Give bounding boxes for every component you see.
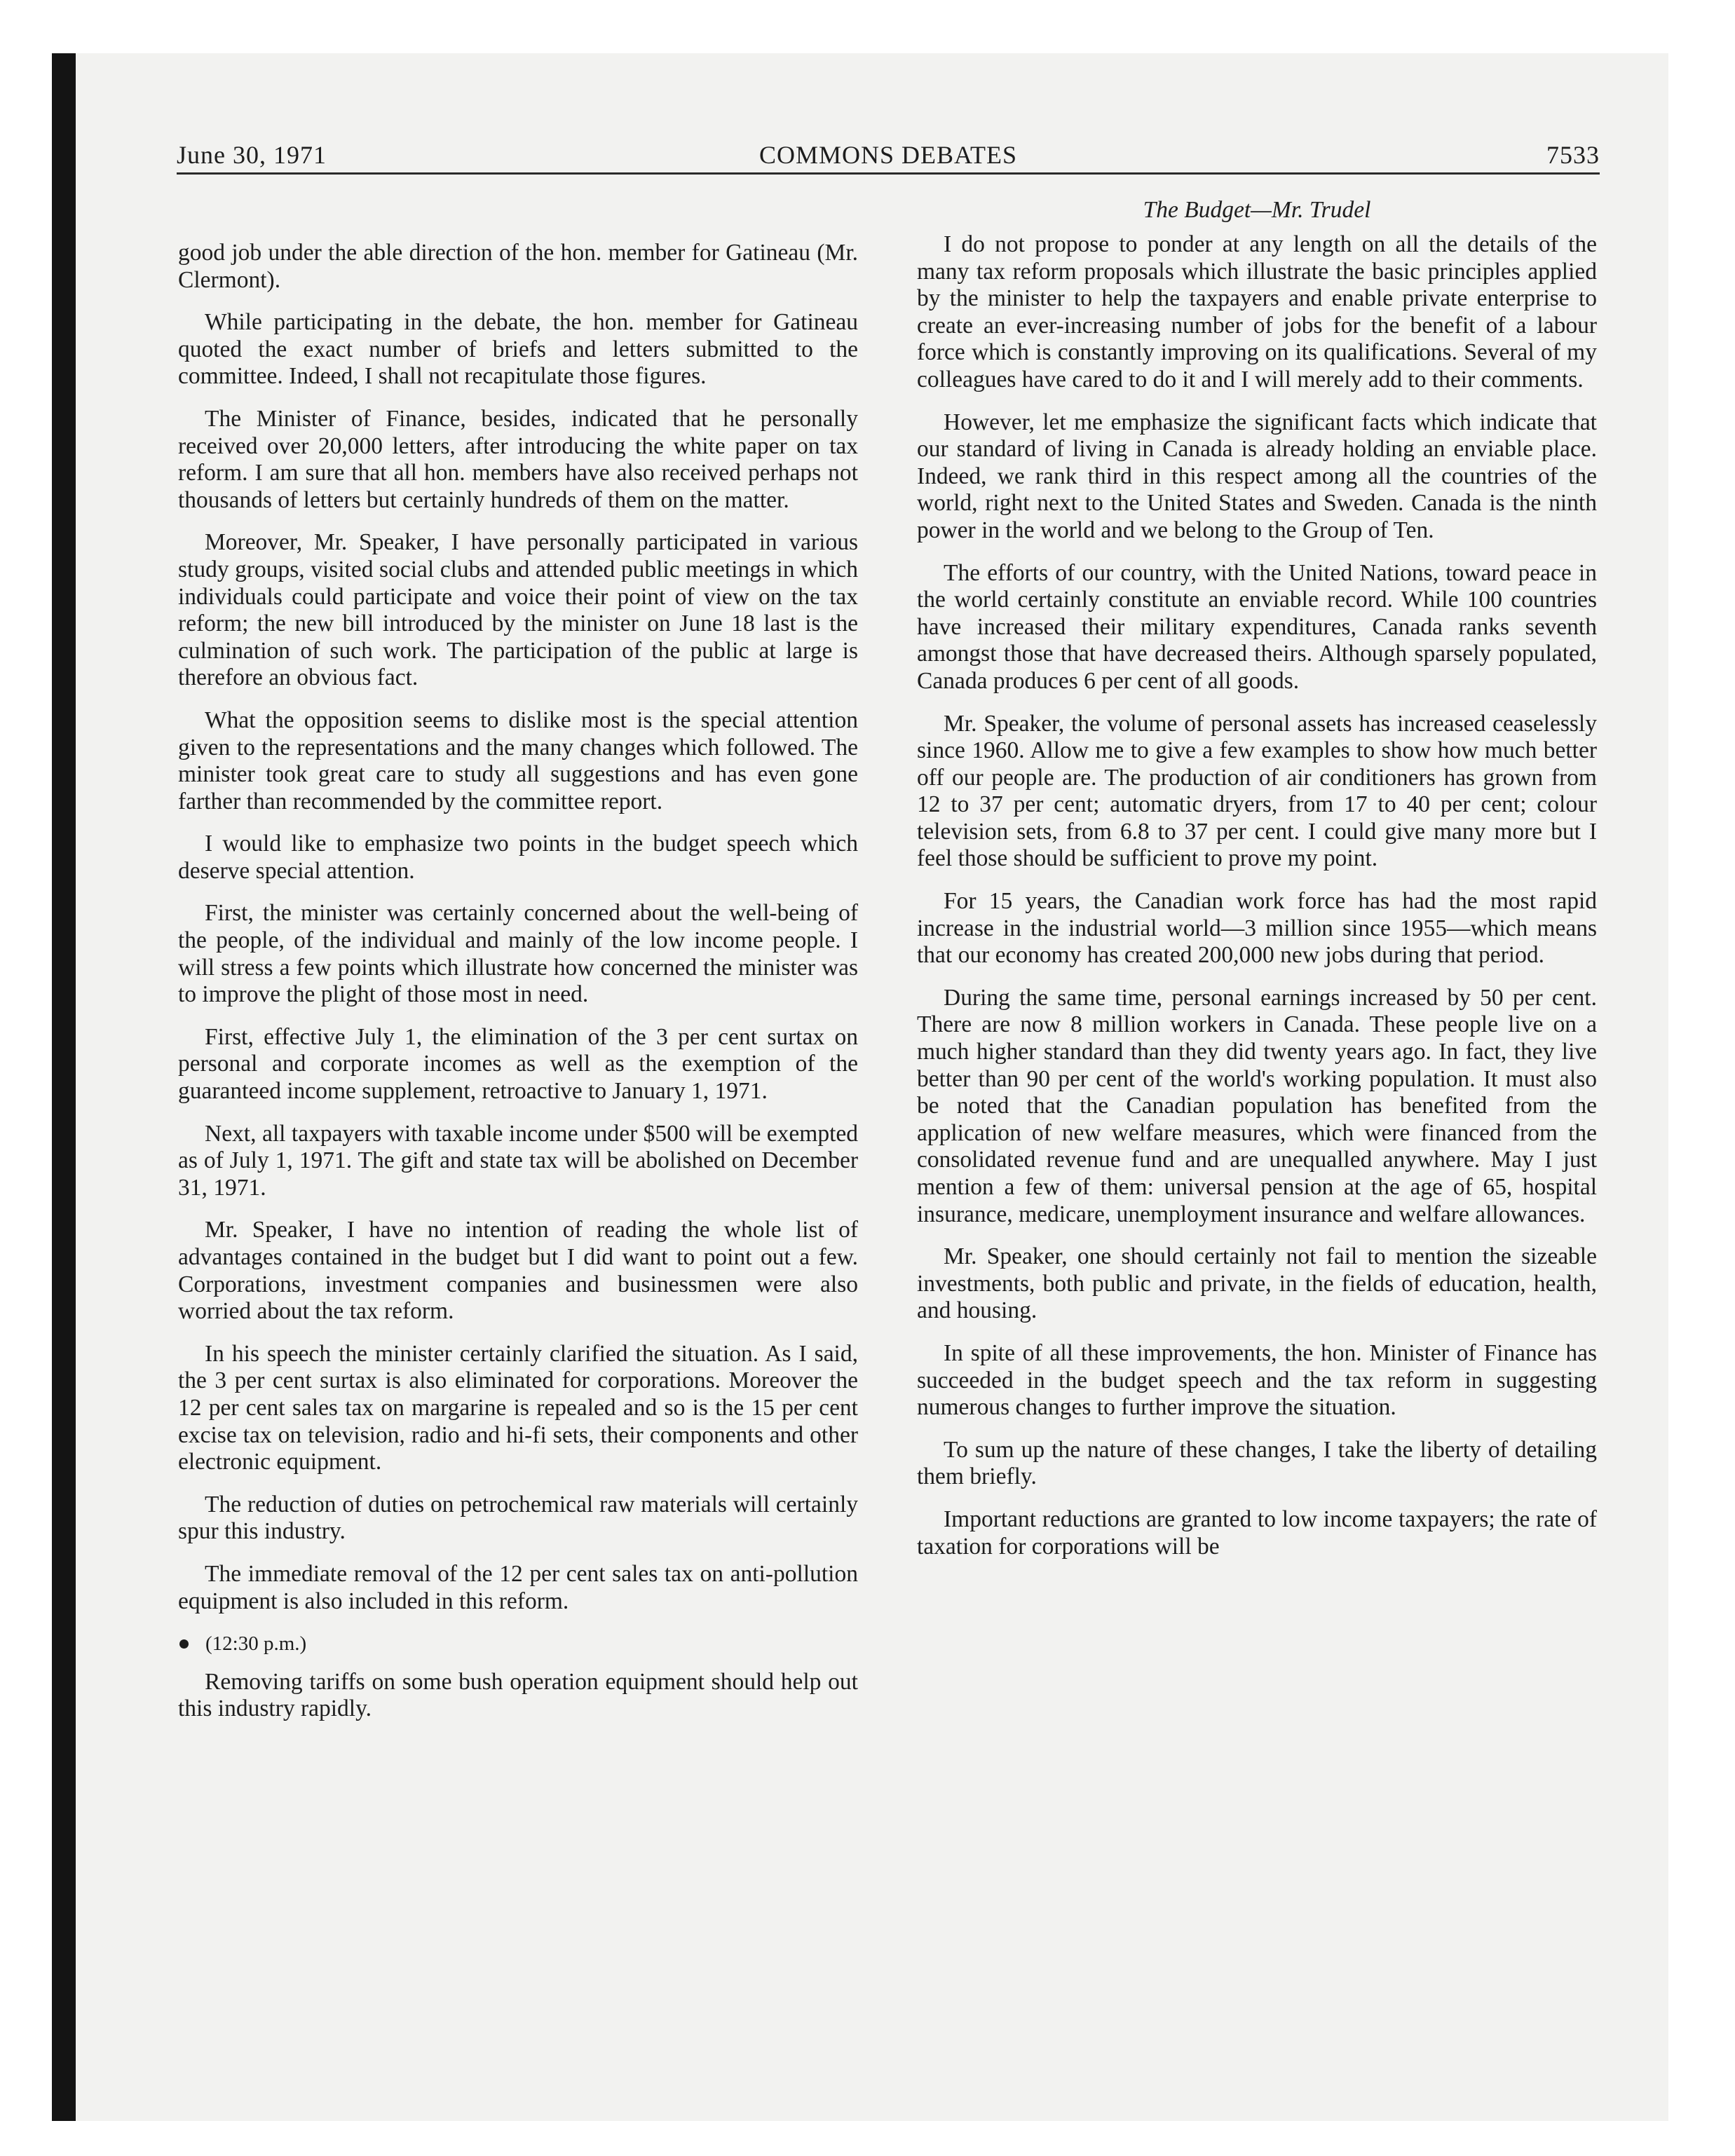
paragraph: Mr. Speaker, I have no intention of reading the whole list of advantages contained in the budget but I did want to point out a few. Corporations, investment companies and businessmen were also worried about the tax reform. <box>178 1217 858 1325</box>
page-number: 7533 <box>1546 141 1600 169</box>
time-marker <box>178 1630 858 1658</box>
paragraph: First, the minister was certainly concerned about the well-being of the people, of the individual and mainly of the low income people. I will stress a few points which illustrate how concerned the minister was to improve the plight of those most in need. <box>178 900 858 1008</box>
binding-edge <box>52 53 76 2121</box>
paragraph: In his speech the minister certainly clarified the situation. As I said, the 3 per cent surtax is also eliminated for corporations. Moreover the 12 per cent sales tax on margarine is repealed and so is the 15 per cent excise tax on television, radio and hi-fi sets, their components and other electronic equipment. <box>178 1340 858 1475</box>
right-column <box>917 196 1597 1576</box>
publication-title: COMMONS DEBATES <box>758 141 1018 169</box>
section-heading: The Budget—Mr. Trudel <box>1143 197 1371 223</box>
paragraph: Mr. Speaker, one should certainly not fail to mention the sizeable investments, both public and private, in the fields of education, health, and housing. <box>917 1243 1597 1324</box>
bullet-dot-icon <box>179 1639 189 1649</box>
paragraph: The Minister of Finance, besides, indicated that he personally received over 20,000 letters, after introducing the white paper on tax reform. I am sure that all hon. members have also received perhaps not thousands of letters but certainly hundreds of them on the matter. <box>178 405 858 513</box>
paragraph: Important reductions are granted to low income taxpayers; the rate of taxation for corporations will be <box>917 1506 1597 1560</box>
paragraph: The immediate removal of the 12 per cent sales tax on anti-pollution equipment is also included in this reform. <box>178 1560 858 1614</box>
paragraph: While participating in the debate, the hon. member for Gatineau quoted the exact number of briefs and letters submitted to the committee. Indeed, I shall not recapitulate those figures. <box>178 309 858 390</box>
paragraph: For 15 years, the Canadian work force has had the most rapid increase in the industrial world—3 million since 1955—which means that our economy has created 200,000 new jobs during that period. <box>917 888 1597 969</box>
paragraph: During the same time, personal earnings increased by 50 per cent. There are now 8 million workers in Canada. These people live on a much higher standard than they did twenty years ago. In fact, they live better than 90 per cent of the world's working population. It must also be noted that the Canadian population has benefited from the application of new welfare measures, which were financed from the consolidated revenue fund and are unequalled anywhere. May I just mention a few of them: universal pension at the age of 65, hospital insurance, medicare, unemployment insurance and welfare allowances. <box>917 984 1597 1227</box>
time-marker-text: (12:30 p.m.) <box>205 1632 307 1656</box>
paragraph: Moreover, Mr. Speaker, I have personally participated in various study groups, visited social clubs and attended public meetings in which individuals could participate and voice their point of view on the tax reform; the new bill introduced by the minister on June 18 last is the culmination of such work. The participation of the public at large is therefore an obvious fact. <box>178 529 858 691</box>
paragraph: good job under the able direction of the hon. member for Gatineau (Mr. Clermont). <box>178 240 858 293</box>
paragraph: However, let me emphasize the significant facts which indicate that our standard of living in Canada is already holding an enviable place. Indeed, we rank third in this respect among all the countries of the world, right next to the United States and Sweden. Canada is the ninth power in the world and we belong to the Group of Ten. <box>917 409 1597 543</box>
paragraph: Next, all taxpayers with taxable income under $500 will be exempted as of July 1, 1971. The gift and state tax will be abolished on December 31, 1971. <box>178 1120 858 1201</box>
paragraph: Removing tariffs on some bush operation equipment should help out this industry rapidly. <box>178 1668 858 1722</box>
paragraph: The reduction of duties on petrochemical raw materials will certainly spur this industry. <box>178 1491 858 1545</box>
paragraph: I do not propose to ponder at any length on all the details of the many tax reform proposals which illustrate the basic principles applied by the minister to help the taxpayers and enable private enterprise to create an ever-increasing number of jobs for the benefit of a labour force which is constantly improving on its qualifications. Several of my colleagues have cared to do it and I will merely add to their comments. <box>917 231 1597 393</box>
header-rule <box>177 172 1600 175</box>
header-date: June 30, 1971 <box>177 141 327 169</box>
paragraph: First, effective July 1, the elimination of the 3 per cent surtax on personal and corporate incomes as well as the exemption of the guaranteed income supplement, retroactive to January 1, 1971. <box>178 1023 858 1105</box>
paragraph: The efforts of our country, with the United Nations, toward peace in the world certainly constitute an enviable record. While 100 countries have increased their military expenditures, Canada ranks seventh amongst those that have decreased theirs. Although sparsely populated, Canada produces 6 per cent of all goods. <box>917 559 1597 694</box>
paragraph: To sum up the nature of these changes, I take the liberty of detailing them briefly. <box>917 1436 1597 1490</box>
paragraph: I would like to emphasize two points in the budget speech which deserve special attention. <box>178 831 858 884</box>
paragraph: In spite of all these improvements, the hon. Minister of Finance has succeeded in the budget speech and the tax reform in suggesting numerous changes to further improve the situation. <box>917 1339 1597 1421</box>
left-column <box>178 240 858 1738</box>
paragraph: Mr. Speaker, the volume of personal assets has increased ceaselessly since 1960. Allow me to give a few examples to show how much better off our people are. The production of air conditioners has grown from 12 to 37 per cent; automatic dryers, from 17 to 40 per cent; colour television sets, from 6.8 to 37 per cent. I could give many more but I feel those should be sufficient to prove my point. <box>917 710 1597 872</box>
running-header <box>177 137 1600 172</box>
paragraph: What the opposition seems to dislike most is the special attention given to the representations and the many changes which followed. The minister took great care to study all suggestions and has even gone farther than recommended by the committee report. <box>178 707 858 814</box>
